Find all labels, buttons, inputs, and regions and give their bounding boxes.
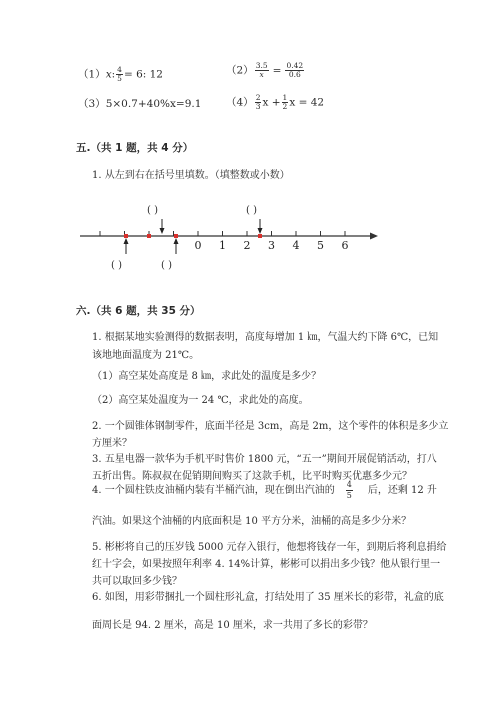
question-2-line-2: 方厘米？ — [92, 438, 132, 449]
section-5-question-1: 1. 从左到右在括号里填数。（填整数或小数） — [92, 170, 290, 181]
red-marker — [147, 234, 151, 238]
tick-label: 3 — [268, 239, 275, 252]
fraction: $\frac{4}{5}$ — [346, 480, 352, 500]
question-6-line-2: 面周长是 94. 2 厘米，高是 10 厘米，求一共用了多长的彩带？ — [92, 620, 373, 631]
equation-text: 5×0.7+40%x=9.1 — [105, 98, 202, 110]
tick-label: 6 — [341, 239, 349, 252]
question-3-line-1: 3. 五星电器一款华为手机平时售价 1800 元，“五一”期间开展促销活动，打八 — [92, 454, 437, 465]
fraction: $\frac{2}{3}$ — [255, 93, 261, 111]
question-4-text-a: 4. 一个圆柱铁皮油桶内装有半桶汽油，现在倒出汽油的 — [92, 485, 335, 496]
question-6-line-1: 6. 如图，用彩带捆扎一个圆柱形礼盒，打结处用了 35 厘米长的彩带，礼盒的底 — [92, 592, 444, 603]
tick-label: 5 — [317, 239, 324, 252]
question-1-line-1: 1. 根据某地实验测得的数据表明，高度每增加 1 ㎞，气温大约下降 6℃，已知 — [92, 332, 439, 343]
fraction: $\frac{0.42}{0.6}$ — [286, 61, 304, 79]
equation-label: （1） — [78, 68, 106, 81]
tick-label: 4 — [292, 239, 300, 252]
fraction: $\frac{3.5}{x}$ — [255, 61, 268, 79]
equation-label: （3） — [78, 98, 106, 110]
equals-sign: = — [272, 64, 282, 77]
question-4-line-1 — [92, 480, 437, 501]
answer-blank[interactable]: ( ) — [161, 260, 172, 271]
equation-label: （2） — [226, 64, 254, 77]
question-2-line-1: 2. 一个圆锥体钢制零件，底面半径是 3cm，高是 2m，这个零件的体积是多少立 — [92, 421, 449, 432]
number-line — [80, 219, 378, 254]
equation-rest: x = 42 — [289, 96, 325, 109]
red-marker — [174, 234, 178, 238]
variable: x — [105, 68, 112, 81]
answer-blank[interactable]: ( ) — [111, 260, 122, 271]
question-3-line-2: 五折出售。陈叔叔在促销期间购买了这款手机，比平时购买优惠多少元？ — [92, 471, 412, 482]
question-5-line-2: 红十字会，如果按照年利率 4. 14%计算，彬彬可以捐出多少钱？他从银行里一 — [92, 559, 441, 570]
question-5-line-1: 5. 彬彬将自己的压岁钱 5000 元存入银行，他想将钱存一年，到期后将利息捐给 — [92, 542, 447, 553]
answer-blank[interactable]: ( ) — [246, 205, 257, 216]
down-arrow-head-icon — [258, 228, 263, 234]
down-arrow-head-icon — [160, 228, 165, 234]
section-5-title: 五.（共 1 题，共 4 分） — [76, 142, 194, 154]
question-4-line-2: 汽油。如果这个油桶的内底面积是 10 平方分米，油桶的高是多少分米？ — [92, 516, 412, 527]
fraction: $\frac{4}{5}$ — [117, 65, 122, 83]
red-marker — [258, 234, 262, 238]
arrow-head-icon — [370, 233, 378, 240]
question-1-line-2: 该地地面温度为 21℃。 — [92, 350, 200, 361]
colon: : — [111, 68, 116, 81]
equation-label: （4） — [226, 96, 254, 109]
tick-label: 0 — [194, 239, 202, 252]
question-1-sub-2: （2）高空某处温度为一 24 ℃，求此处的高度。 — [92, 395, 309, 406]
question-1-sub-1: （1）高空某处高度是 8 ㎞，求此处的温度是多少？ — [92, 371, 322, 382]
question-5-line-3: 共可以取回多少钱？ — [92, 576, 182, 587]
equation-mid: x + — [262, 96, 281, 109]
up-arrow-head-icon — [174, 238, 179, 244]
up-arrow-head-icon — [124, 238, 129, 244]
answer-blank[interactable]: ( ) — [147, 205, 158, 216]
tick-labels-group — [195, 239, 349, 252]
ticks-group — [100, 231, 345, 236]
tick-label: 1 — [219, 239, 226, 252]
tick-label: 2 — [243, 239, 251, 252]
red-marker — [124, 234, 128, 238]
fraction: $\frac{1}{2}$ — [282, 93, 288, 111]
equation-rest: = 6: 12 — [123, 68, 163, 81]
question-4-text-b: 后，还剩 12 升 — [367, 485, 437, 496]
section-6-title: 六.（共 6 题，共 35 分） — [76, 305, 201, 317]
